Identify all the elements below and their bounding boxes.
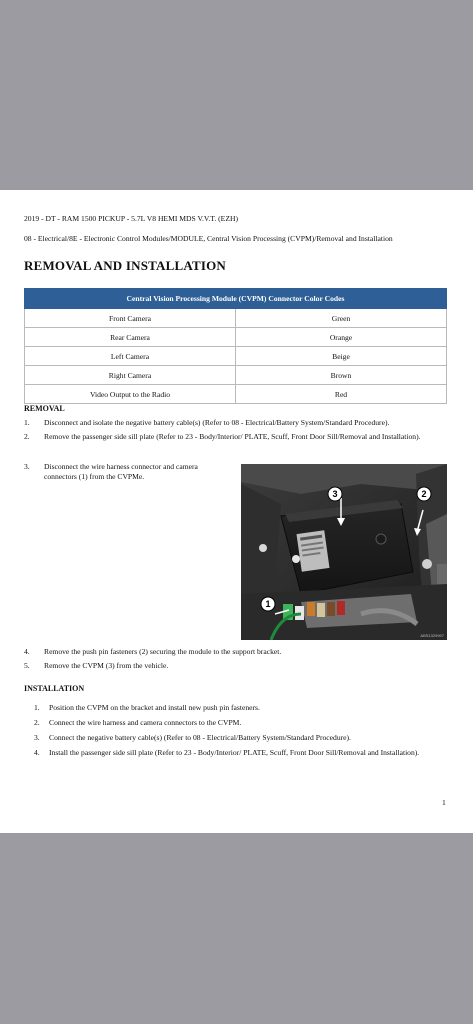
- step-text: Disconnect the wire harness connector and camera connectors (1) from the CVPMe.: [44, 462, 198, 481]
- step-number: 2.: [34, 718, 40, 727]
- table-cell-color: Brown: [236, 366, 447, 385]
- step-text: Remove the passenger side sill plate (Refer to 23 - Body/Interior/ PLATE, Scuff, Front Door Sill/Removal and Installation).: [44, 432, 421, 441]
- list-item: [34, 718, 447, 728]
- list-item: [24, 661, 447, 671]
- table-cell-name: Left Camera: [25, 347, 236, 366]
- table-cell-color: Orange: [236, 328, 447, 347]
- step-number: 4.: [24, 647, 30, 656]
- step-number: 3.: [24, 462, 30, 471]
- cvpm-photo-drawing: [241, 464, 447, 640]
- page-number: 1: [442, 798, 446, 807]
- cvpm-photo: [241, 464, 447, 640]
- vehicle-header: 2019 - DT - RAM 1500 PICKUP - 5.7L V8 HEMI MDS V.V.T. (EZH): [24, 214, 238, 223]
- step-number: 2.: [24, 432, 30, 441]
- document-page: [0, 190, 473, 833]
- step-number: 5.: [24, 661, 30, 670]
- connector-color-table: [24, 288, 447, 404]
- callout-1-label: 1: [265, 599, 271, 609]
- table-row: [25, 309, 447, 328]
- step-text: Position the CVPM on the bracket and install new push pin fasteners.: [49, 703, 260, 712]
- step-text: Disconnect and isolate the negative battery cable(s) (Refer to 08 - Electrical/Battery System/Standard Procedure).: [44, 418, 390, 427]
- list-item: [24, 647, 447, 657]
- table-cell-color: Red: [236, 385, 447, 404]
- step-text: Connect the negative battery cable(s) (Refer to 08 - Electrical/Battery System/Standard Procedure).: [49, 733, 351, 742]
- table-row: [25, 366, 447, 385]
- list-item: [24, 432, 447, 452]
- document-path: 08 - Electrical/8E - Electronic Control Modules/MODULE, Central Vision Processing (CVPM)/Removal and Installation: [24, 234, 393, 243]
- table-cell-name: Right Camera: [25, 366, 236, 385]
- step-number: 1.: [24, 418, 30, 427]
- list-item: [34, 733, 447, 743]
- installation-heading: INSTALLATION: [24, 684, 85, 693]
- list-item: [24, 418, 447, 428]
- step-number: 1.: [34, 703, 40, 712]
- table-cell-color: Beige: [236, 347, 447, 366]
- list-item: [34, 703, 447, 713]
- step-text: Remove the CVPM (3) from the vehicle.: [44, 661, 169, 670]
- figure-ref: ABS1329997: [420, 633, 444, 638]
- table-cell-color: Green: [236, 309, 447, 328]
- step-number: 3.: [34, 733, 40, 742]
- table-cell-name: Rear Camera: [25, 328, 236, 347]
- list-item: [24, 462, 229, 482]
- table-row: [25, 328, 447, 347]
- table-caption: Central Vision Processing Module (CVPM) Connector Color Codes: [25, 289, 447, 309]
- callout-3-label: 3: [332, 489, 338, 499]
- step-number: 4.: [34, 748, 40, 757]
- page-title: REMOVAL AND INSTALLATION: [24, 258, 227, 273]
- removal-heading: REMOVAL: [24, 404, 65, 413]
- table-cell-name: Front Camera: [25, 309, 236, 328]
- step-text: Connect the wire harness and camera connectors to the CVPM.: [49, 718, 242, 727]
- table-row: [25, 385, 447, 404]
- step-text: Install the passenger side sill plate (Refer to 23 - Body/Interior/ PLATE, Scuff, Front Door Sill/Removal and Installation).: [49, 748, 420, 757]
- callout-2-label: 2: [421, 489, 427, 499]
- table-row: [25, 347, 447, 366]
- list-item: [34, 748, 447, 768]
- step-text: Remove the push pin fasteners (2) securing the module to the support bracket.: [44, 647, 282, 656]
- table-cell-name: Video Output to the Radio: [25, 385, 236, 404]
